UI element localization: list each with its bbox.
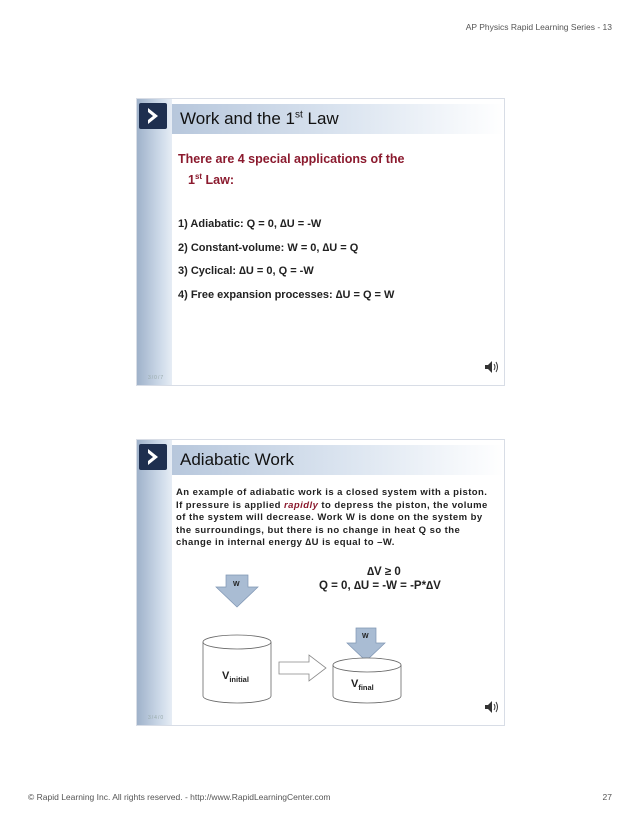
speaker-icon[interactable] (484, 700, 500, 719)
equation-volume-change: ∆V ≥ 0 (367, 566, 401, 578)
process-arrow (279, 655, 326, 681)
lead-text: There are 4 special applications of the 1st Law: (178, 152, 405, 188)
list-item-adiabatic: 1) Adiabatic: Q = 0, ∆U = -W (178, 218, 322, 230)
work-arrow-1 (216, 575, 258, 607)
slide-work-first-law (136, 98, 505, 386)
page-footer-copyright: © Rapid Learning Inc. All rights reserved. - http://www.RapidLearningCenter.com (28, 792, 331, 802)
arrow-label-work: W (233, 581, 240, 588)
slide-adiabatic-work (136, 439, 505, 726)
list-item-free-expansion: 4) Free expansion processes: ∆U = Q = W (178, 289, 395, 301)
piston-diagram (137, 440, 504, 725)
list-item-constant-volume: 2) Constant-volume: W = 0, ∆U = Q (178, 242, 359, 254)
page-header: AP Physics Rapid Learning Series - 13 (465, 22, 612, 32)
list-item-cyclical: 3) Cyclical: ∆U = 0, Q = -W (178, 265, 314, 277)
speaker-icon[interactable] (484, 360, 500, 379)
label-v-final: $V_{final}$ (351, 678, 374, 693)
chevron-right-icon (139, 103, 167, 129)
equation-energy: Q = 0, ∆U = -W = -P*∆V (319, 580, 441, 592)
page-number: 27 (602, 792, 612, 802)
slide-title-bar (172, 104, 504, 134)
explanation-paragraph: An example of adiabatic work is a closed system with a piston. If pressure is applied rapidly to depress the piston, the volume of the system will decrease. Work W is done on the system by the surroundings, but there is no change in heat Q so the change in internal energy ∆U is equal to –W. (176, 487, 488, 549)
slide-number: 3/4/0 (148, 715, 165, 721)
slide-number: 3/0/7 (148, 375, 165, 381)
slide-title: Adiabatic Work (180, 450, 295, 469)
slide-side-bar (137, 99, 172, 385)
arrow-label-work: W (362, 633, 369, 640)
slide-title: Work and the 1st Law (180, 109, 339, 128)
label-v-initial: $V_{initial}$ (222, 670, 249, 685)
